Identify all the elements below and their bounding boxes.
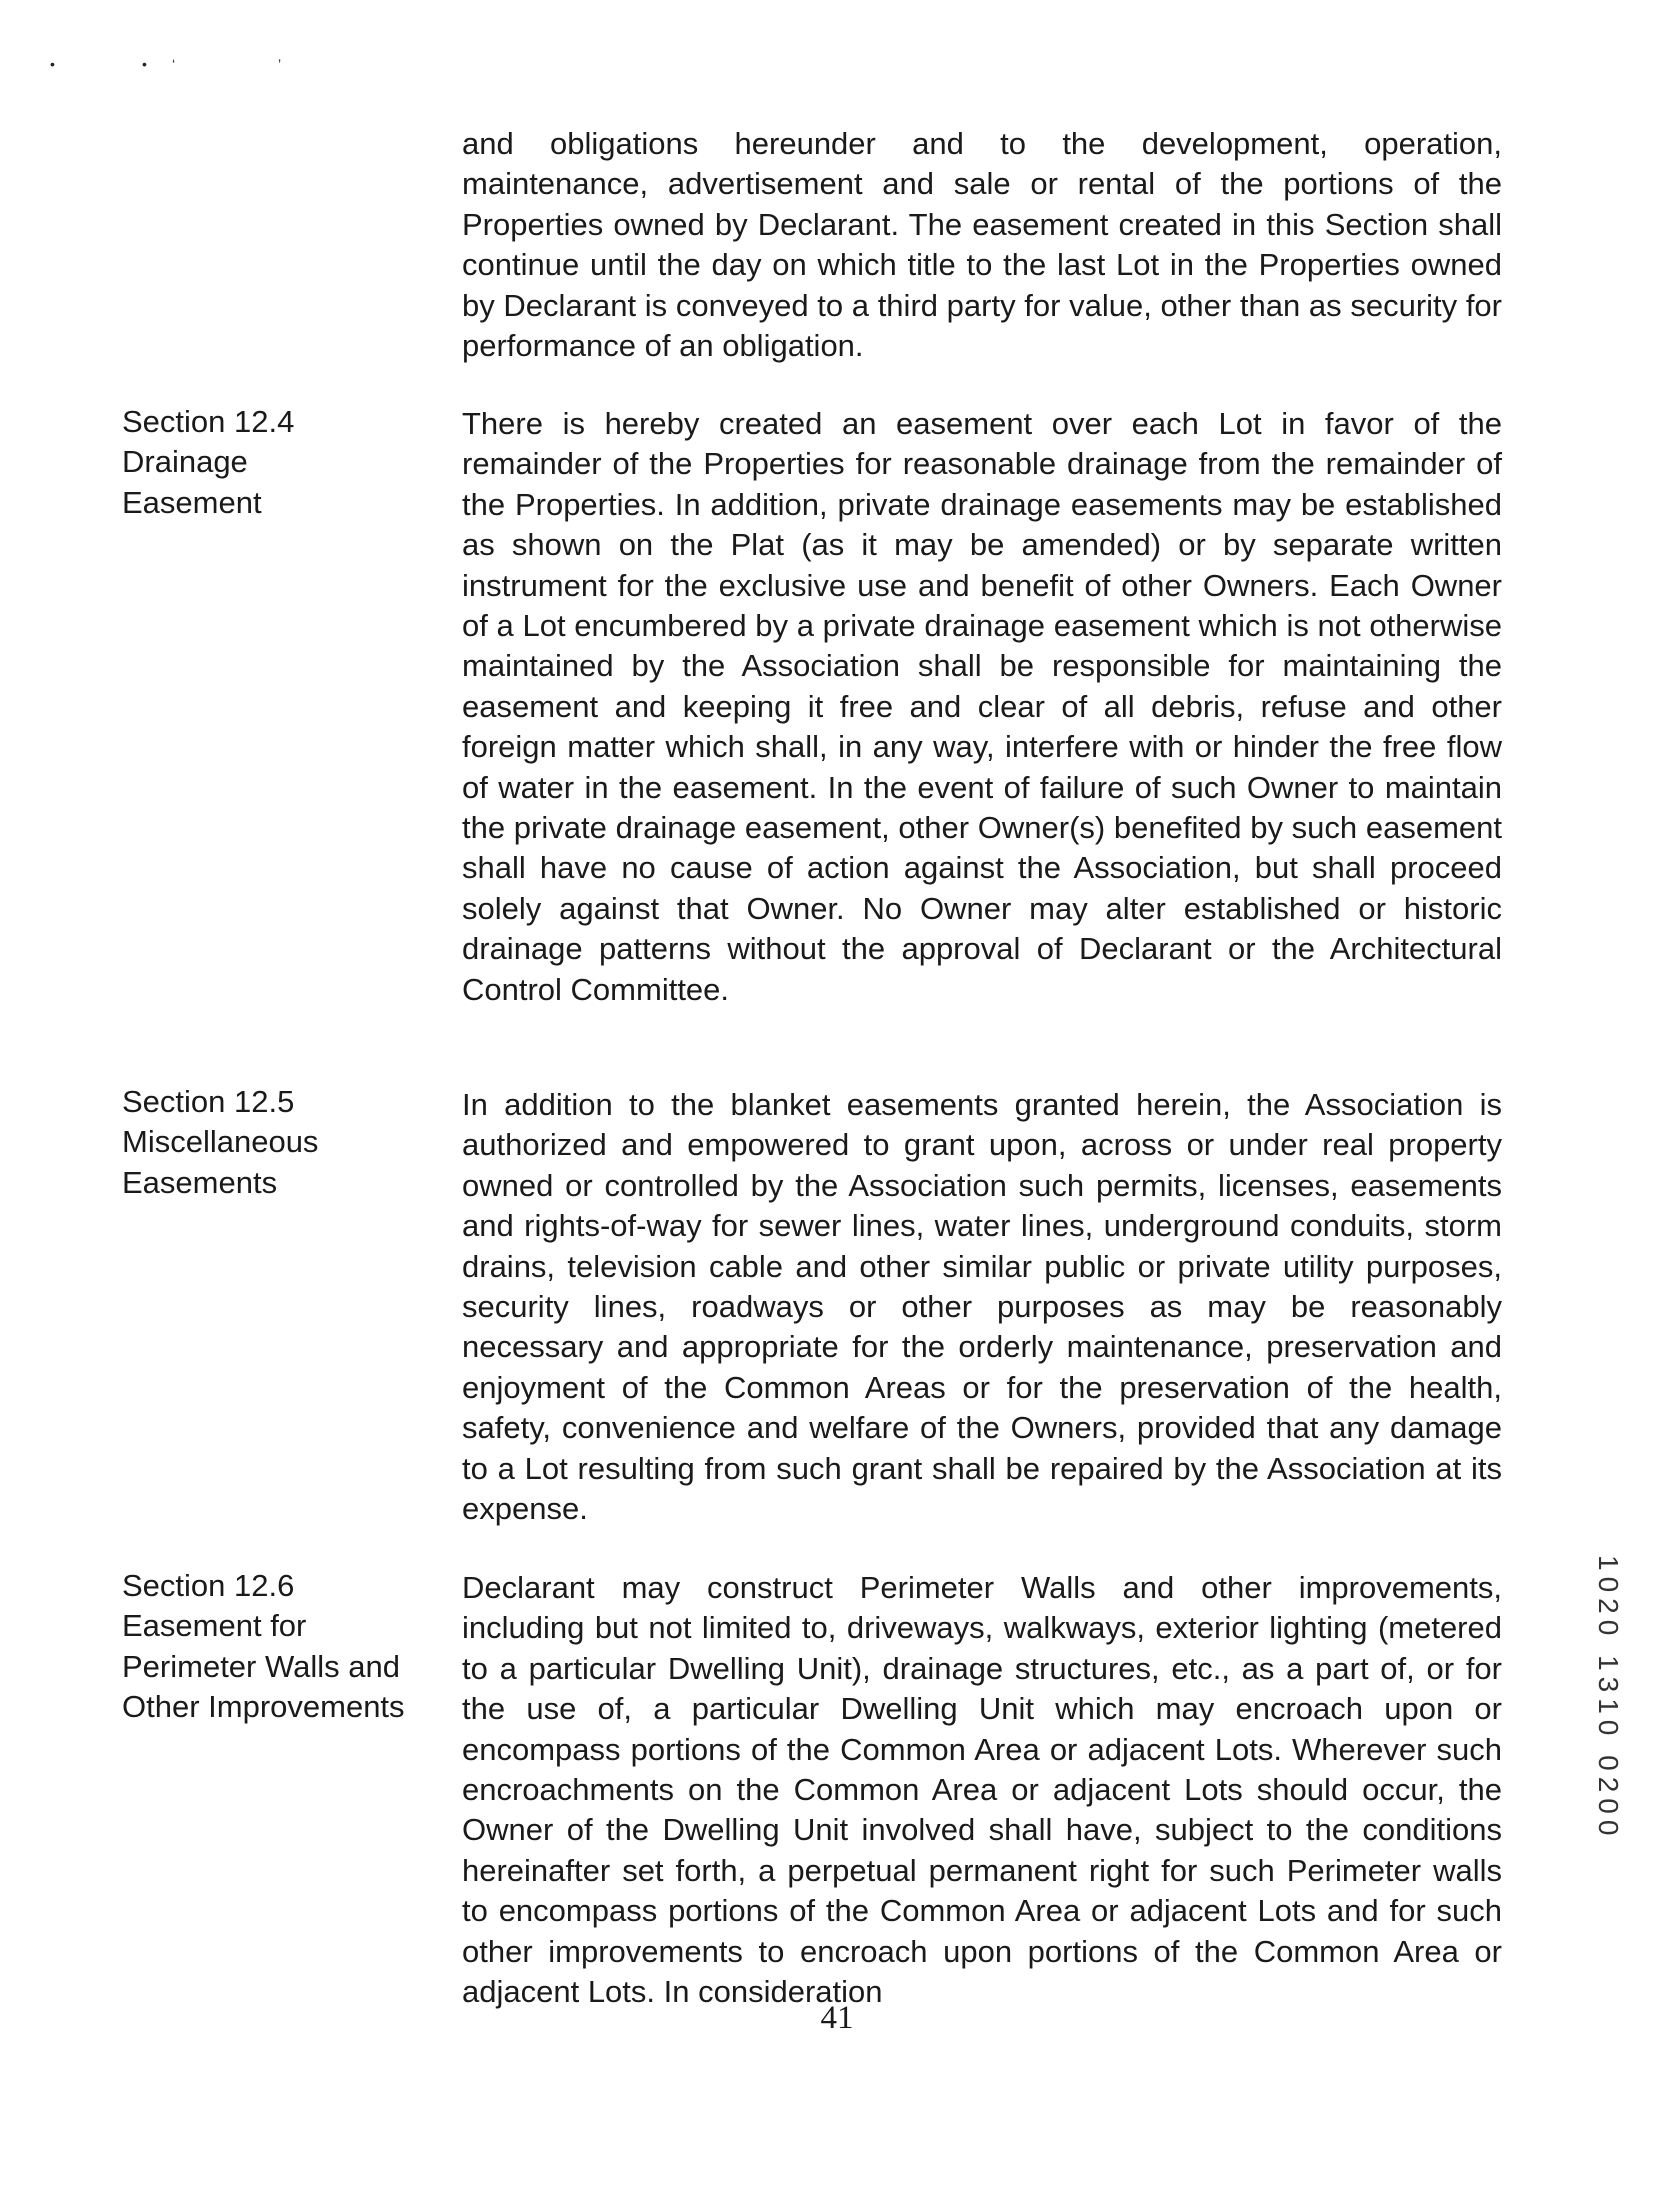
page-number: 41 (820, 2000, 854, 2036)
section-12-4-label (122, 402, 442, 523)
section-12-4-text: There is hereby created an easement over each Lot in favor of the remainder of the Properties for reasonable drainage from the remainder of the Properties. In addition, private drainage easements may be established as shown on the Plat (as it may be amended) or by separate written instrument for the exclusive use and benefit of other Owners. Each Owner of a Lot encumbered by a private drainage easement which is not otherwise maintained by the Association shall be responsible for maintaining the easement and keeping it free and clear of all debris, refuse and other foreign matter which shall, in any way, interfere with or hinder the free flow of water in the easement. In the event of failure of such Owner to maintain the private drainage easement, other Owner(s) benefited by such easement shall have no cause of action against the Association, but shall proceed solely against that Owner. No Owner may alter established or historic drainage patterns without the approval of Declarant or the Architectural Control Committee. (462, 406, 1502, 1007)
section-12-6-label (122, 1566, 442, 1728)
section-number: Section 12.6 (122, 1568, 295, 1603)
section-12-6-text: Declarant may construct Perimeter Walls and other improvements, including but not limited to, driveways, walkways, exterior lighting (metered to a particular Dwelling Unit), drainage structures, etc., as a part of, or for the use of, a particular Dwelling Unit which may encroach upon or encompass portions of the Common Area or adjacent Lots. Wherever such encroachments on the Common Area or adjacent Lots should occur, the Owner of the Dwelling Unit involved shall have, subject to the conditions hereinafter set forth, a perpetual permanent right for such Perimeter walls to encompass portions of the Common Area or adjacent Lots and for such other improvements to encroach upon portions of the Common Area or adjacent Lots. In consideration (462, 1570, 1502, 2010)
section-number: Section 12.4 (122, 404, 295, 439)
intro-paragraph: and obligations hereunder and to the development, operation, maintenance, advertisement and sale or rental of the portions of the Properties owned by Declarant. The easement created in this Section shall continue until the day on which title to the last Lot in the Properties owned by Declarant is conveyed to a third party for value, other than as security for performance of an obligation. (462, 126, 1502, 364)
recording-stamp (1590, 1555, 1626, 1955)
recording-stamp-text: 1020 1310 0200 (1593, 1555, 1624, 1842)
section-title-line: Drainage (122, 444, 248, 480)
section-12-5-text: In addition to the blanket easements granted herein, the Association is authorized and empowered to grant upon, across or under real property owned or controlled by the Association such permits, licenses, easements and rights-of-way for sewer lines, water lines, underground conduits, storm drains, television cable and other similar public or private utility purposes, security lines, roadways or other purposes as may be reasonably necessary and appropriate for the orderly maintenance, preservation and enjoyment of the Common Areas or for the preservation of the health, safety, convenience and welfare of the Owners, provided that any damage to a Lot resulting from such grant shall be repaired by the Association at its expense. (462, 1087, 1502, 1527)
section-title-line: Easement for (122, 1608, 307, 1644)
section-title-line: Easement (122, 484, 262, 520)
section-title-line: Other Improvements (122, 1689, 405, 1725)
section-title-line: Perimeter Walls and (122, 1648, 400, 1684)
section-12-5-label (122, 1082, 442, 1203)
section-number: Section 12.5 (122, 1084, 295, 1119)
section-title-line: Easements (122, 1164, 278, 1200)
section-title-line: Miscellaneous (122, 1124, 319, 1160)
